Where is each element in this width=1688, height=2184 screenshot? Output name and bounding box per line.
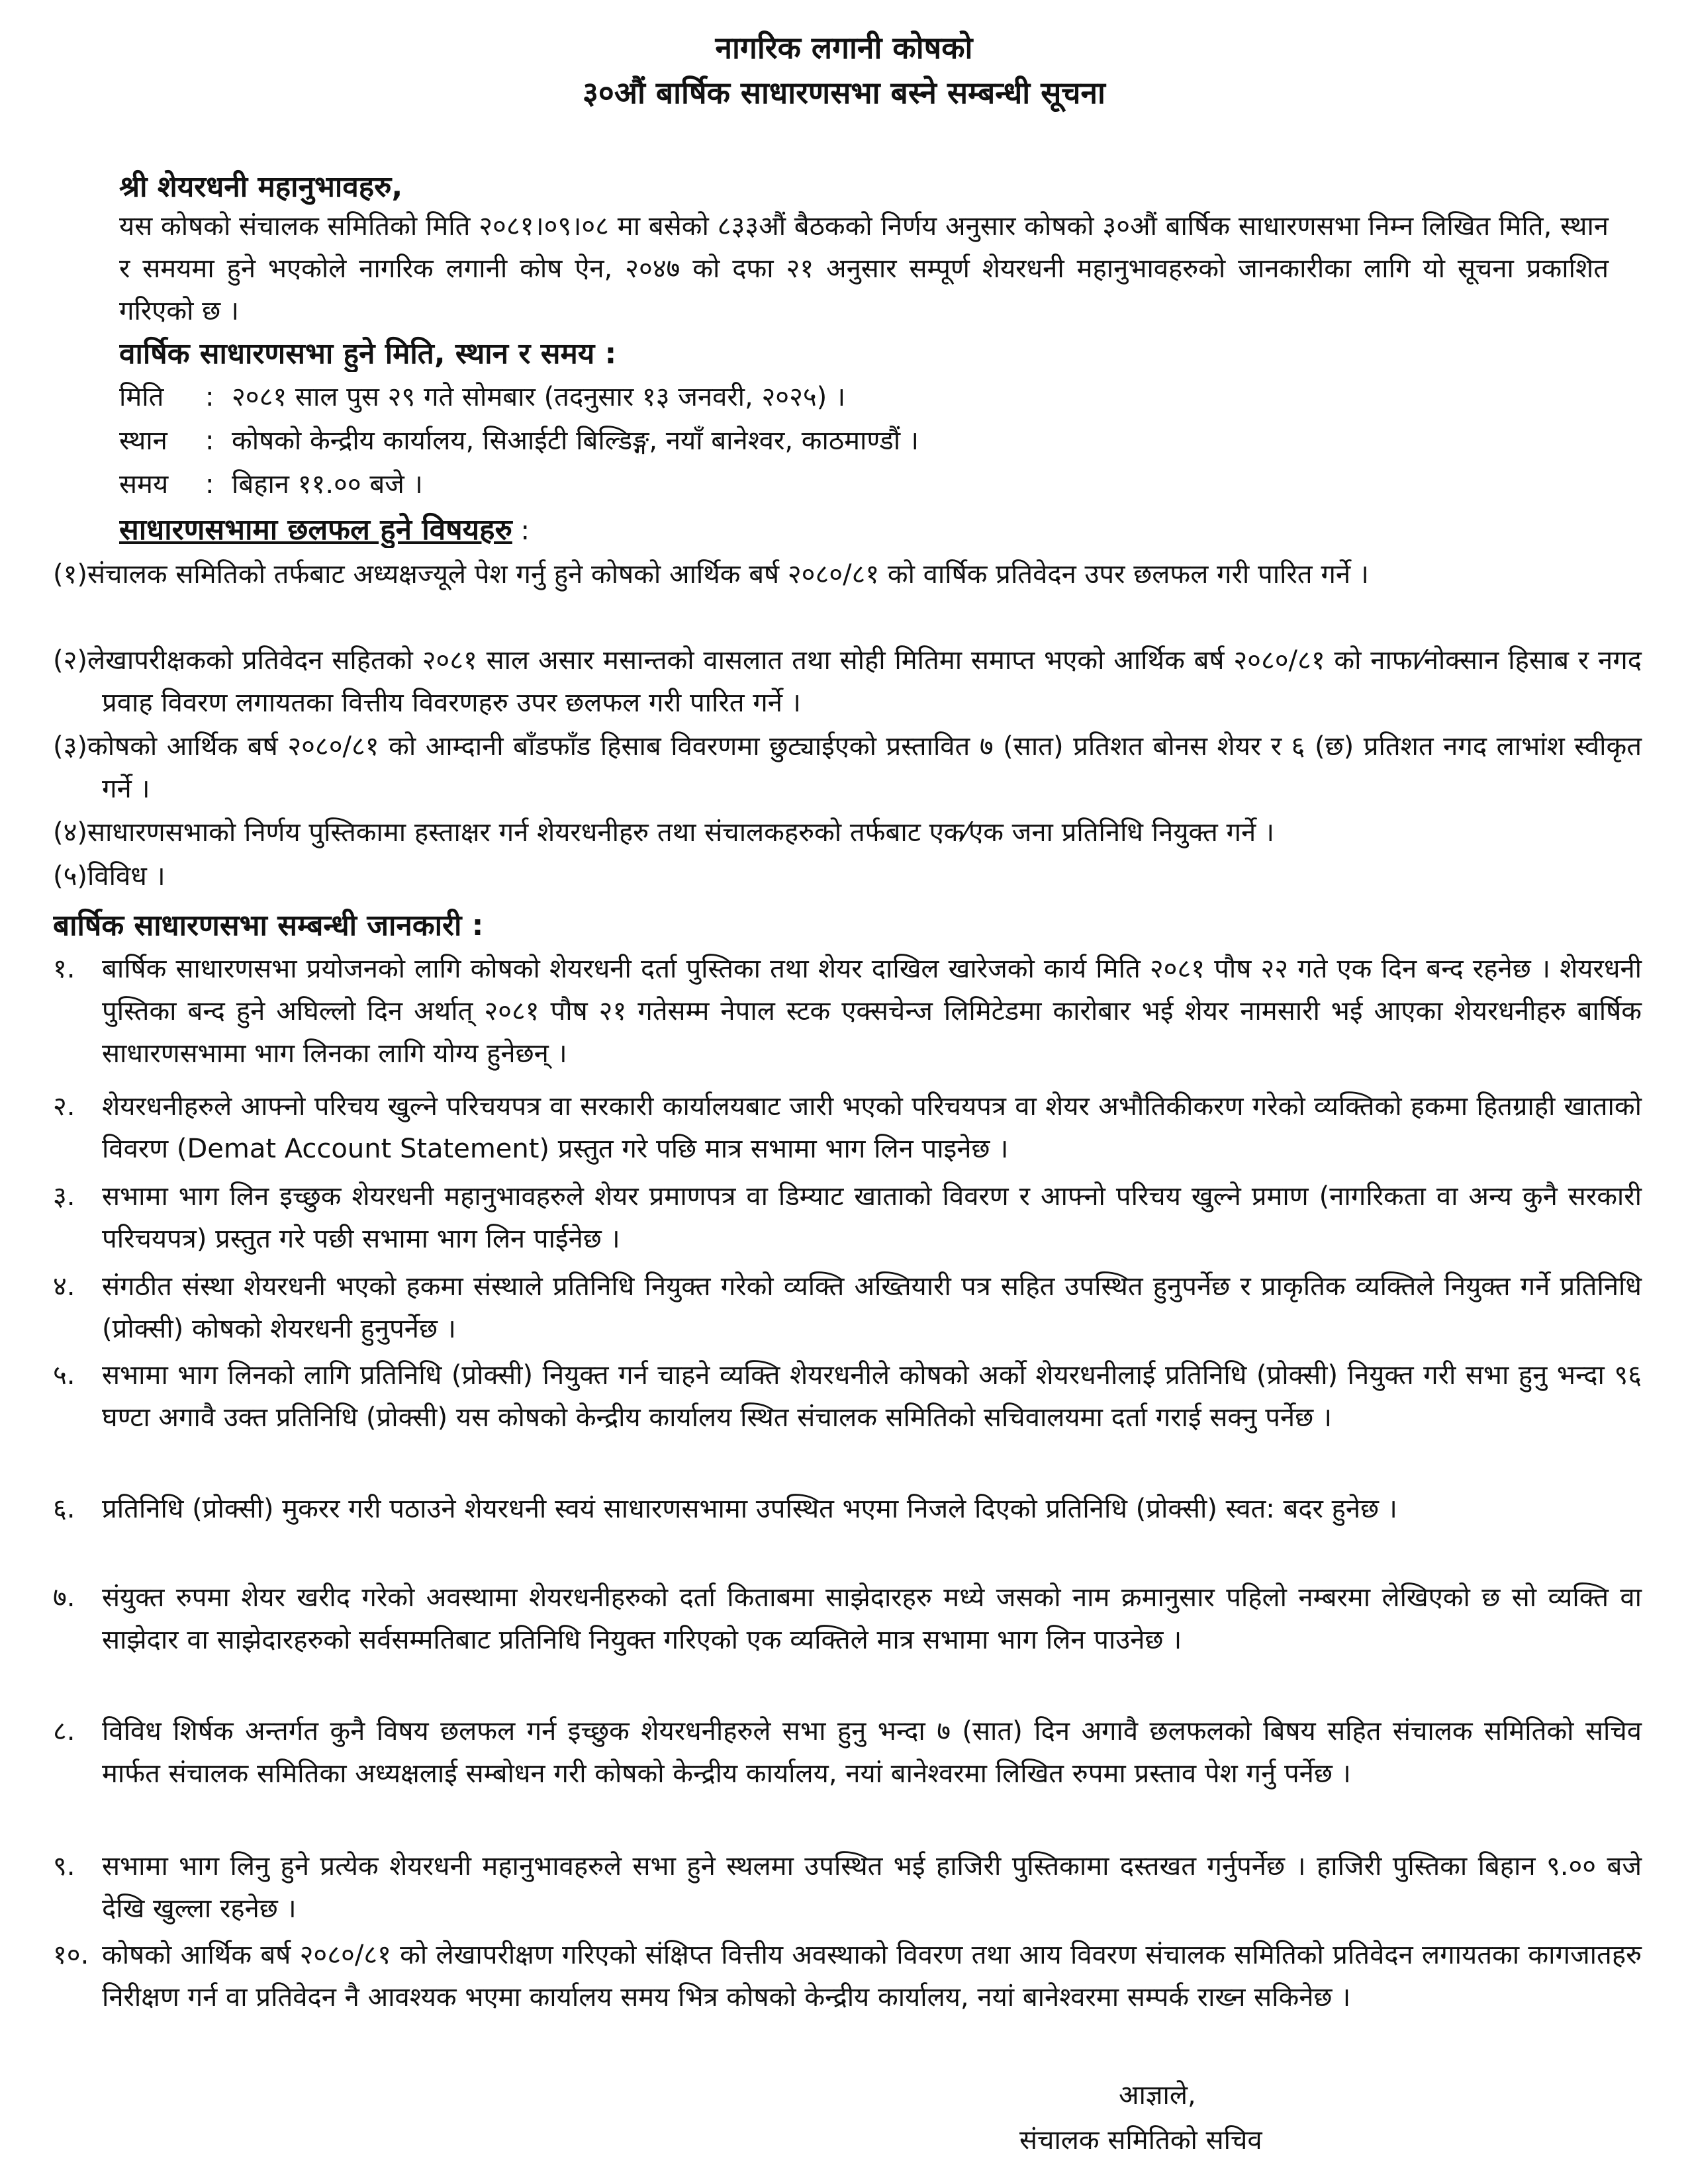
- meeting-date-sep: :: [205, 382, 214, 412]
- info-item-text: सभामा भाग लिनु हुने प्रत्येक शेयरधनी महानुभावहरुले सभा हुने स्थलमा उपस्थित भई हाजिरी पुस्तिकामा दस्तखत गर्नुपर्नेछ । हाजिरी पुस्तिका बिहान ९.०० बजे देखि खुल्ला रहनेछ ।: [102, 1851, 1642, 1924]
- agenda-item: (५)विविध ।: [53, 861, 165, 891]
- meeting-time-sep: :: [205, 469, 214, 500]
- agenda-item: (१)संचालक समितिको तर्फबाट अध्यक्षज्यूले पेश गर्नु हुने कोषको आर्थिक बर्ष २०८०/८१ को वार्षिक प्रतिवेदन उपर छलफल गरी पारित गर्ने ।: [53, 559, 1369, 590]
- info-item-number: १.: [53, 954, 75, 984]
- info-item-text: विविध शिर्षक अन्तर्गत कुनै विषय छलफल गर्न इच्छुक शेयरधनीहरुले सभा हुनु भन्दा ७ (सात) दिन अगावै छलफलको बिषय सहित संचालक समितिको सचिव मार्फत संचालक समितिका अध्यक्षलाई सम्बोधन गरी कोषको केन्द्रीय कार्यालय, नयां बानेश्वरमा लिखित रुपमा प्रस्ताव पेश गर्नु पर्नेछ ।: [102, 1716, 1642, 1789]
- info-item-number: १०.: [53, 1940, 89, 1970]
- info-item-text: संयुक्त रुपमा शेयर खरीद गरेको अवस्थामा शेयरधनीहरुको दर्ता किताबमा साझेदारहरु मध्ये जसको नाम क्रमानुसार पहिलो नम्बरमा लेखिएको छ सो व्यक्ति वा साझेदार वा साझेदारहरुको सर्वसम्मतिबाट प्रतिनिधि नियुक्त गरिएको एक व्यक्तिले मात्र सभामा भाग लिन पाउनेछ ।: [102, 1582, 1642, 1655]
- info-item-number: ५.: [53, 1360, 75, 1390]
- info-item: [53, 1265, 1642, 1350]
- agenda-heading-line: [119, 508, 1595, 548]
- intro-paragraph: यस कोषको संचालक समितिको मिति २०८१।०९।०८ मा बसेको ८३३औं बैठकको निर्णय अनुसार कोषको ३०औं बार्षिक साधारणसभा निम्न लिखित मिति, स्थान र समयमा हुने भएकोले नागरिक लगानी कोष ऐन, २०४७ को दफा २१ अनुसार सम्पूर्ण शेयरधनी महानुभावहरुको जानकारीका लागि यो सूचना प्रकाशित गरिएको छ ।: [119, 211, 1609, 326]
- info-item-number: २.: [53, 1091, 75, 1122]
- info-heading: बार्षिक साधारणसभा सम्बन्धी जानकारी :: [53, 909, 484, 942]
- meeting-date-label: मिति: [119, 382, 164, 412]
- info-item: [53, 1934, 1642, 2019]
- meeting-time-label: समय: [119, 469, 169, 500]
- agenda-item: (३)कोषको आर्थिक बर्ष २०८०/८१ को आम्दानी बाँडफाँड हिसाब विवरणमा छुट्याईएको प्रस्तावित ७ (सात) प्रतिशत बोनस शेयर र ६ (छ) प्रतिशत नगद लाभांश स्वीकृत गर्ने ।: [53, 731, 1642, 804]
- signatory-designation: संचालक समितिको सचिव: [1019, 2125, 1262, 2156]
- info-item: [53, 1488, 1642, 1530]
- meeting-heading: वार्षिक साधारणसभा हुने मिति, स्थान र समय :: [119, 337, 617, 371]
- info-item-number: ९.: [53, 1851, 75, 1882]
- info-item-number: ३.: [53, 1181, 75, 1212]
- info-item-text: प्रतिनिधि (प्रोक्सी) मुकरर गरी पठाउने शेयरधनी स्वयं साधारणसभामा उपस्थित भएमा निजले दिएको प्रतिनिधि (प्रोक्सी) स्वत: बदर हुनेछ ।: [102, 1494, 1397, 1524]
- notice-title: ३०औं बार्षिक साधारणसभा बस्ने सम्बन्धी सूचना: [583, 75, 1105, 111]
- closing-text: आज्ञाले,: [1119, 2080, 1196, 2111]
- info-item-number: ४.: [53, 1271, 75, 1302]
- info-item-number: ८.: [53, 1716, 75, 1747]
- meeting-date-value: २०८१ साल पुस २९ गते सोमबार (तदनुसार १३ जनवरी, २०२५) ।: [232, 382, 846, 412]
- info-item-text: कोषको आर्थिक बर्ष २०८०/८१ को लेखापरीक्षण गरिएको संक्षिप्त वित्तीय अवस्थाको विवरण तथा आय विवरण संचालक समितिको प्रतिवेदन लगायतका कागजातहरु निरीक्षण गर्न वा प्रतिवेदन नै आवश्यक भएमा कार्यालय समय भित्र कोषको केन्द्रीय कार्यालय, नयां बानेश्वरमा सम्पर्क राख्न सकिनेछ ।: [102, 1940, 1642, 2013]
- meeting-venue-row: [119, 421, 919, 457]
- info-item-text: सभामा भाग लिन इच्छुक शेयरधनी महानुभावहरुले शेयर प्रमाणपत्र वा डिम्याट खाताको विवरण र आफ्नो परिचय खुल्ने प्रमाण (नागरिकता वा अन्य कुनै सरकारी परिचयपत्र) प्रस्तुत गरे पछी सभामा भाग लिन पाईनेछ ।: [102, 1181, 1642, 1254]
- meeting-venue-label: स्थान: [119, 426, 167, 456]
- salutation: श्री शेयरधनी महानुभावहरु,: [119, 170, 403, 204]
- info-item-text: बार्षिक साधारणसभा प्रयोजनको लागि कोषको शेयरधनी दर्ता पुस्तिका तथा शेयर दाखिल खारेजको कार्य मिति २०८१ पौष २२ गते एक दिन बन्द रहनेछ । शेयरधनी पुस्तिका बन्द हुने अघिल्लो दिन अर्थात् २०८१ पौष २१ गतेसम्म नेपाल स्टक एक्सचेन्ज लिमिटेडमा कारोबार भई शेयर नामसारी भई आएका शेयरधनीहरु बार्षिक साधारणसभामा भाग लिनका लागि योग्य हुनेछन् ।: [102, 954, 1642, 1069]
- info-item-text: शेयरधनीहरुले आफ्नो परिचय खुल्ने परिचयपत्र वा सरकारी कार्यालयबाट जारी भएको परिचयपत्र वा शेयर अभौतिकीकरण गरेको व्यक्तिको हकमा हितग्राही खाताको विवरण (Demat Account Statement) प्रस्तुत गरे पछि मात्र सभामा भाग लिन पाइनेछ ।: [102, 1091, 1642, 1164]
- meeting-time-value: बिहान ११.०० बजे ।: [232, 469, 423, 500]
- meeting-venue-sep: :: [205, 426, 214, 456]
- meeting-venue-value: कोषको केन्द्रीय कार्यालय, सिआईटी बिल्डिङ्ग, नयाँ बानेश्वर, काठमाण्डौं ।: [232, 426, 919, 456]
- info-item-number: ६.: [53, 1494, 75, 1524]
- meeting-time-row: [119, 465, 423, 501]
- info-item-number: ७.: [53, 1582, 75, 1613]
- info-item-text: सभामा भाग लिनको लागि प्रतिनिधि (प्रोक्सी) नियुक्त गर्न चाहने व्यक्ति शेयरधनीले कोषको अर्को शेयरधनीलाई प्रतिनिधि (प्रोक्सी) नियुक्त गरी सभा हुनु भन्दा ९६ घण्टा अगावै उक्त प्रतिनिधि (प्रोक्सी) यस कोषको केन्द्रीय कार्यालय स्थित संचालक समितिको सचिवालयमा दर्ता गराई सक्नु पर्नेछ ।: [102, 1360, 1642, 1433]
- info-item: [53, 1710, 1642, 1795]
- agenda-item: (४)साधारणसभाको निर्णय पुस्तिकामा हस्ताक्षर गर्न शेयरधनीहरु तथा संचालकहरुको तर्फबाट एक⁄एक जना प्रतिनिधि नियुक्त गर्ने ।: [53, 817, 1275, 848]
- info-item: [53, 1354, 1642, 1439]
- info-item: [53, 1845, 1642, 1930]
- info-item: [53, 948, 1642, 1075]
- meeting-date-row: [119, 377, 845, 414]
- agenda-heading-colon: :: [512, 516, 530, 546]
- agenda-item: (२)लेखापरीक्षकको प्रतिवेदन सहितको २०८१ साल असार मसान्तको वासलात तथा सोही मितिमा समाप्त भएको आर्थिक बर्ष २०८०/८१ को नाफा⁄नोक्सान हिसाब र नगद प्रवाह विवरण लगायतका वित्तीय विवरणहरु उपर छलफल गरी पारित गर्ने ।: [53, 645, 1642, 718]
- info-item: [53, 1085, 1642, 1170]
- info-item: [53, 1175, 1642, 1260]
- agenda-heading: साधारणसभामा छलफल हुने विषयहरु: [119, 513, 512, 547]
- info-item: [53, 1576, 1642, 1661]
- info-item-text: संगठीत संस्था शेयरधनी भएको हकमा संस्थाले प्रतिनिधि नियुक्त गरेको व्यक्ति अख्तियारी पत्र सहित उपस्थित हुनुपर्नेछ र प्राकृतिक व्यक्तिले नियुक्त गर्ने प्रतिनिधि (प्रोक्सी) कोषको शेयरधनी हुनुपर्नेछ ।: [102, 1271, 1642, 1344]
- org-title: नागरिक लगानी कोषको: [715, 30, 973, 66]
